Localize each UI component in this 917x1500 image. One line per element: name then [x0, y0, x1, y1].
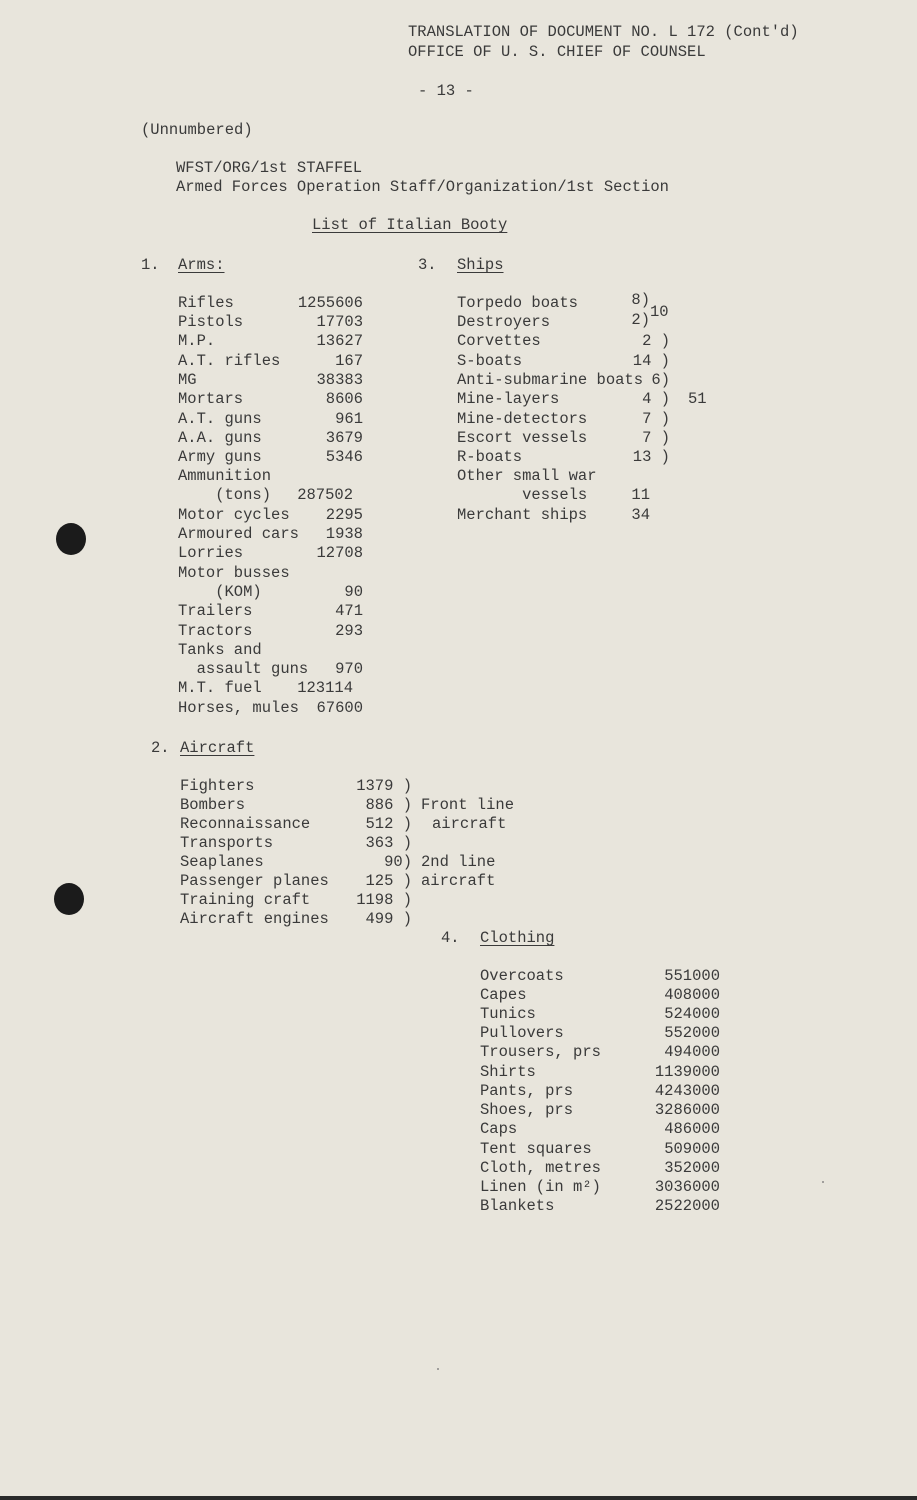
clothing-label: Overcoats	[480, 967, 564, 985]
arms-label: Mortars	[178, 390, 244, 408]
arms-label: (KOM)	[178, 583, 262, 601]
arms-value: 471	[335, 602, 363, 620]
aircraft-value: 512 )	[365, 815, 412, 833]
header-line-2: OFFICE OF U. S. CHIEF OF COUNSEL	[408, 43, 706, 61]
arms-label: Lorries	[178, 544, 244, 562]
clothing-label: Pants, prs	[480, 1082, 574, 1100]
ships-label: S-boats	[457, 352, 523, 370]
clothing-label: Tunics	[480, 1005, 536, 1023]
arms-value: 17703	[316, 313, 363, 331]
arms-value: 1938	[325, 525, 363, 543]
aircraft-label: Aircraft engines	[180, 910, 329, 928]
aircraft-label: Seaplanes	[180, 853, 264, 871]
clothing-value: 1139000	[654, 1063, 720, 1081]
punch-hole	[54, 883, 84, 915]
header-line-1: TRANSLATION OF DOCUMENT NO. L 172 (Cont'd)	[408, 23, 799, 41]
arms-value: 167	[335, 352, 363, 370]
clothing-number: 4.	[441, 929, 460, 947]
ships-label: Torpedo boats	[457, 294, 578, 312]
arms-label: Ammunition	[178, 467, 272, 485]
aircraft-label: Training craft	[180, 891, 311, 909]
clothing-label: Trousers, prs	[480, 1043, 601, 1061]
ships-value: 2 )	[642, 332, 670, 350]
aircraft-label: Passenger planes	[180, 872, 329, 890]
arms-value: 293	[335, 622, 363, 640]
aircraft-value: 125 )	[365, 872, 412, 890]
ships-value: 2)	[631, 311, 650, 329]
clothing-label: Shoes, prs	[480, 1101, 574, 1119]
arms-label: Pistols	[178, 313, 244, 331]
aircraft-value: 90)	[384, 853, 412, 871]
ships-label: vessels	[457, 486, 588, 504]
arms-label: Armoured cars	[178, 525, 299, 543]
reference-translation: Armed Forces Operation Staff/Organization/1st Section	[176, 178, 669, 196]
ships-value: 13 )	[632, 448, 670, 466]
arms-value: 12708	[316, 544, 363, 562]
clothing-value: 486000	[664, 1120, 720, 1138]
clothing-value: 352000	[664, 1159, 720, 1177]
ships-label: Mine-layers	[457, 390, 560, 408]
aircraft-value: 1198 )	[356, 891, 412, 909]
arms-label: MG	[178, 371, 197, 389]
clothing-value: 509000	[664, 1140, 720, 1158]
arms-value: 287502	[297, 486, 353, 504]
aircraft-label: Fighters	[180, 777, 255, 795]
arms-value: 3679	[325, 429, 363, 447]
clothing-value: 524000	[664, 1005, 720, 1023]
clothing-label: Blankets	[480, 1197, 555, 1215]
ships-value: 14 )	[632, 352, 670, 370]
arms-value: 961	[335, 410, 363, 428]
ships-subtotal-10: 10	[650, 303, 669, 321]
clothing-value: 552000	[664, 1024, 720, 1042]
arms-value: 67600	[316, 699, 363, 717]
clothing-label: Pullovers	[480, 1024, 564, 1042]
arms-label: Tractors	[178, 622, 253, 640]
second-line-label-2: aircraft	[421, 872, 496, 890]
ships-label: Corvettes	[457, 332, 541, 350]
arms-label: Tanks and	[178, 641, 262, 659]
ships-value: 34	[631, 506, 650, 524]
arms-label: (tons)	[178, 486, 272, 504]
clothing-heading: Clothing	[480, 929, 555, 947]
ships-number: 3.	[418, 256, 437, 274]
ships-value: 7 )	[642, 410, 670, 428]
arms-label: Rifles	[178, 294, 234, 312]
clothing-value: 4243000	[654, 1082, 720, 1100]
ships-label: Anti-submarine boats	[457, 371, 644, 389]
ships-label: Escort vessels	[457, 429, 588, 447]
clothing-label: Shirts	[480, 1063, 536, 1081]
ships-subtotal-51: 51	[688, 390, 707, 408]
aircraft-value: 499 )	[365, 910, 412, 928]
aircraft-value: 363 )	[365, 834, 412, 852]
clothing-value: 551000	[664, 967, 720, 985]
clothing-value: 2522000	[654, 1197, 720, 1215]
ships-heading: Ships	[457, 256, 504, 274]
aircraft-heading: Aircraft	[180, 739, 255, 757]
ships-label: Mine-detectors	[457, 410, 588, 428]
aircraft-value: 1379 )	[356, 777, 412, 795]
clothing-value: 3036000	[654, 1178, 720, 1196]
ships-value: 7 )	[642, 429, 670, 447]
clothing-label: Tent squares	[480, 1140, 592, 1158]
reference-code: WFST/ORG/1st STAFFEL	[176, 159, 363, 177]
aircraft-label: Reconnaissance	[180, 815, 311, 833]
unnumbered-note: (Unnumbered)	[141, 121, 253, 139]
arms-label: Motor busses	[178, 564, 290, 582]
clothing-label: Linen (in m²)	[480, 1178, 601, 1196]
ships-label: Merchant ships	[457, 506, 588, 524]
arms-value: 38383	[316, 371, 363, 389]
arms-label: A.T. rifles	[178, 352, 281, 370]
arms-label: Motor cycles	[178, 506, 290, 524]
document-title: List of Italian Booty	[312, 216, 508, 234]
punch-hole	[56, 523, 86, 555]
arms-value: 13627	[316, 332, 363, 350]
clothing-label: Capes	[480, 986, 527, 1004]
arms-label: Army guns	[178, 448, 262, 466]
arms-label: M.P.	[178, 332, 216, 350]
second-line-label: 2nd line	[421, 853, 496, 871]
arms-value: 970	[335, 660, 363, 678]
arms-value: 2295	[325, 506, 363, 524]
arms-label: A.T. guns	[178, 410, 262, 428]
ships-label: R-boats	[457, 448, 523, 466]
clothing-value: 3286000	[654, 1101, 720, 1119]
ships-value: 4 )	[642, 390, 670, 408]
ships-label: Other small war	[457, 467, 597, 485]
aircraft-label: Bombers	[180, 796, 246, 814]
ships-value: 6)	[651, 371, 670, 389]
paper-speck	[822, 1181, 824, 1183]
arms-heading: Arms:	[178, 256, 225, 274]
aircraft-label: Transports	[180, 834, 274, 852]
clothing-value: 408000	[664, 986, 720, 1004]
aircraft-number: 2.	[151, 739, 170, 757]
ships-value: 11	[631, 486, 650, 504]
arms-value: 90	[344, 583, 363, 601]
arms-label: A.A. guns	[178, 429, 262, 447]
arms-value: 123114	[297, 679, 353, 697]
front-line-label: Front line	[421, 796, 515, 814]
aircraft-value: 886 )	[365, 796, 412, 814]
clothing-label: Cloth, metres	[480, 1159, 601, 1177]
page-edge	[0, 1496, 917, 1500]
arms-number: 1.	[141, 256, 160, 274]
page-number: - 13 -	[418, 82, 474, 100]
arms-label: Horses, mules	[178, 699, 299, 717]
arms-label: Trailers	[178, 602, 253, 620]
ships-label: Destroyers	[457, 313, 551, 331]
arms-label: assault guns	[178, 660, 309, 678]
clothing-value: 494000	[664, 1043, 720, 1061]
arms-value: 5346	[325, 448, 363, 466]
paper-speck	[437, 1368, 439, 1370]
ships-value: 8)	[631, 291, 650, 309]
clothing-label: Caps	[480, 1120, 518, 1138]
arms-value: 1255606	[297, 294, 363, 312]
front-line-label-2: aircraft	[432, 815, 507, 833]
arms-label: M.T. fuel	[178, 679, 262, 697]
arms-value: 8606	[325, 390, 363, 408]
